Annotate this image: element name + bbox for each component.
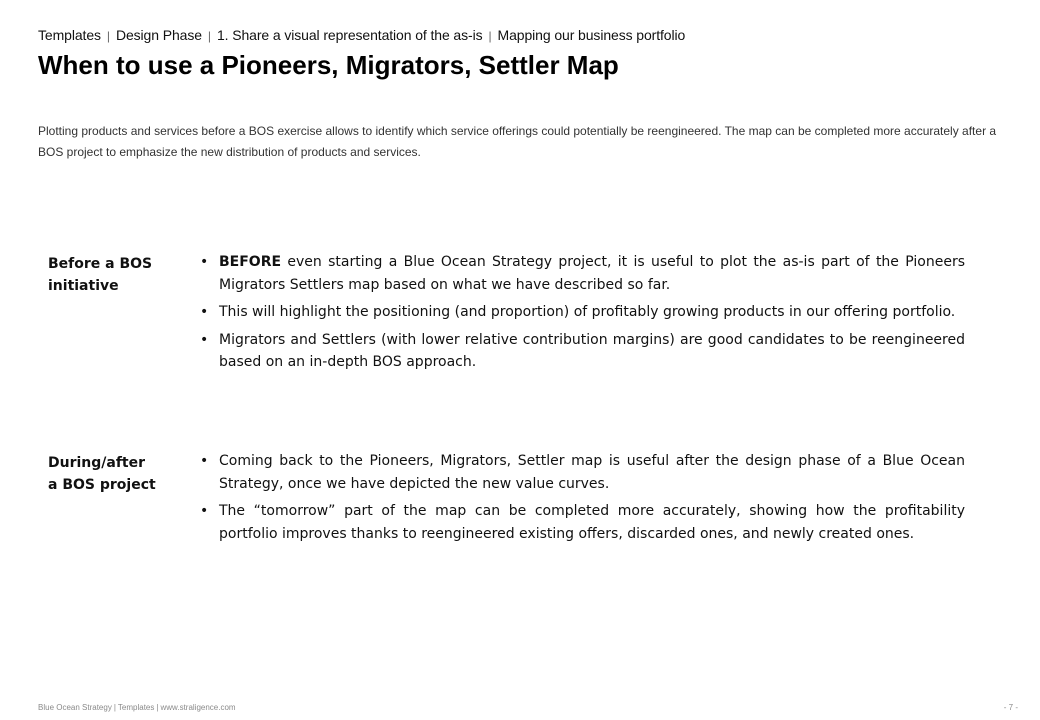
- breadcrumb-separator: |: [207, 29, 211, 43]
- bullet-text: This will highlight the positioning (and proportion) of profitably growing products in our offering portfolio.: [219, 304, 956, 320]
- bullet-text: Migrators and Settlers (with lower relative contribution margins) are good candidates to be reengineered based on an in-depth BOS approach.: [219, 331, 965, 370]
- bullet-item: [200, 450, 965, 495]
- section-label-before: Before a BOS initiative: [48, 256, 153, 294]
- bullet-text: The “tomorrow” part of the map can be completed more accurately, showing how the profitability portfolio improves thanks to reengineered existing offers, discarded ones, and newly created ones.: [219, 503, 965, 542]
- footer-item-templates: Templates: [117, 703, 155, 712]
- breadcrumb-item-templates[interactable]: Templates: [38, 27, 101, 43]
- bullet-item: [200, 301, 965, 324]
- intro-text: Plotting products and services before a BOS exercise allows to identify which service offerings could potentially be reengineered. The map can be completed more accurately after a BOS project to emphasize the new distribution of products and services.: [38, 124, 997, 159]
- page-title: When to use a Pioneers, Migrators, Settler Map: [38, 50, 619, 80]
- footer-item-brand: Blue Ocean Strategy: [38, 703, 112, 712]
- footer: [38, 703, 236, 712]
- breadcrumb: [38, 27, 685, 43]
- footer-link-website[interactable]: www.straligence.com: [160, 703, 236, 712]
- breadcrumb-item-design-phase[interactable]: Design Phase: [115, 27, 202, 43]
- section-bullets-before: [200, 251, 965, 379]
- page-number: - 7 -: [1003, 703, 1018, 712]
- section-bullets-during: [200, 450, 965, 550]
- bullet-text: even starting a Blue Ocean Strategy project, it is useful to plot the as-is part of the Pioneers Migrators Settlers map based on what we have described so far.: [219, 254, 965, 293]
- bullet-lead: BEFORE: [219, 254, 282, 270]
- breadcrumb-item-step[interactable]: 1. Share a visual representation of the as-is: [216, 27, 483, 43]
- breadcrumb-separator: |: [488, 29, 492, 43]
- bullet-item: [200, 251, 965, 296]
- footer-separator: |: [156, 703, 159, 712]
- bullet-item: [200, 500, 965, 545]
- breadcrumb-item-current: Mapping our business portfolio: [497, 27, 686, 43]
- section-label-during: During/after a BOS project: [48, 455, 156, 493]
- footer-separator: |: [113, 703, 116, 712]
- bullet-text: Coming back to the Pioneers, Migrators, Settler map is useful after the design phase of a Blue Ocean Strategy, once we have depicted the new value curves.: [219, 453, 965, 492]
- breadcrumb-separator: |: [106, 29, 110, 43]
- bullet-item: [200, 329, 965, 374]
